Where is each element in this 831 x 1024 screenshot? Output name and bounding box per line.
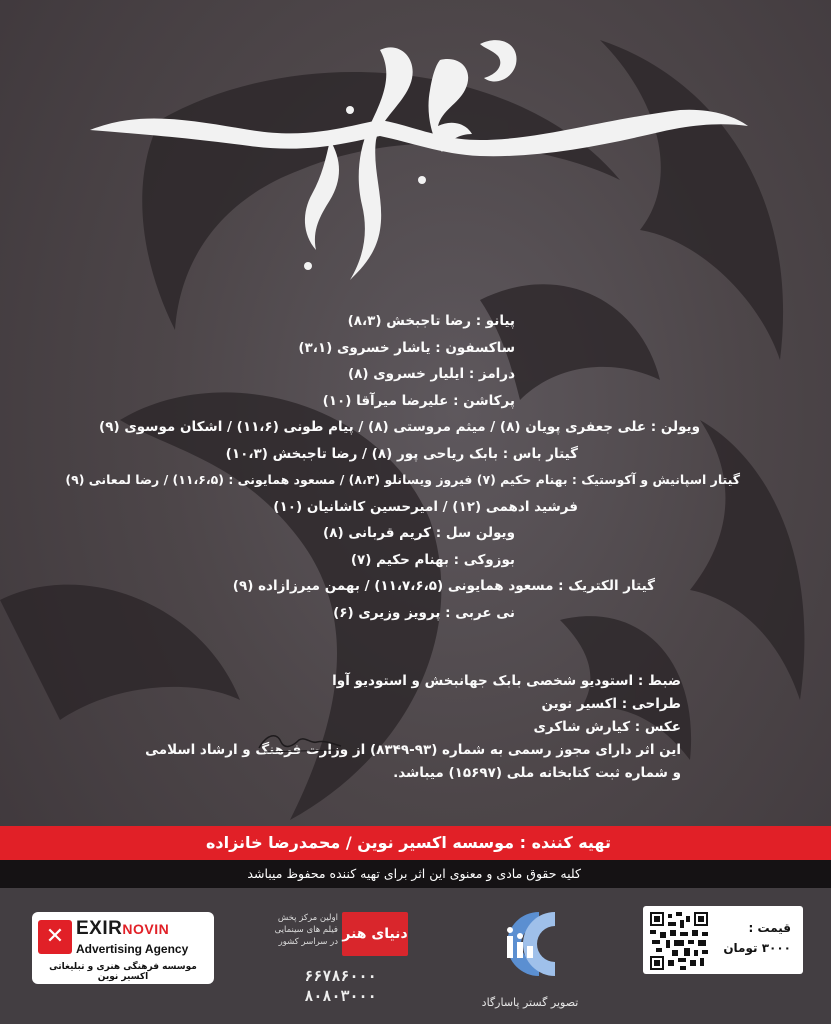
credit-line: درامز : ایلیار خسروی (۸) [347, 366, 515, 382]
agency-persian-name: موسسه فرهنگی هنری و تبلیغاتی اکسیر نوین [49, 962, 197, 982]
producer-text: تهیه کننده : موسسه اکسیر نوین / محمدرضا خانزاده [205, 833, 611, 852]
rights-bar [0, 860, 831, 888]
agency-brand [76, 918, 169, 940]
publisher-name: تصویر گستر پاسارگاد [481, 996, 579, 1009]
credit-line: گیتار باس : بابک ریاحی پور (۸) / رضا تاجبخش (۱۰،۳) [225, 445, 578, 462]
agency-brand-suffix: NOVIN [122, 921, 170, 937]
exir-x-icon: ✕ [38, 920, 72, 954]
credit-line: ویولن سل : کریم قربانی (۸) [323, 525, 515, 541]
photo-credit: عکس : کیارش شاکری [533, 719, 681, 735]
qr-code-icon [650, 912, 708, 970]
signature [255, 728, 345, 756]
distributor-tagline-line: فیلم های سینمایی [274, 925, 338, 935]
distributor-phones [268, 966, 413, 1006]
calligraphy-logo [80, 30, 760, 290]
agency-subtitle: Advertising Agency [76, 942, 189, 956]
license-line: این اثر دارای مجوز رسمی به شماره (۹۳-۸۳۴۹) از وزارت فرهنگ و ارشاد اسلامی [145, 742, 681, 758]
price-value: ۳۰۰۰ تومان [723, 941, 791, 955]
phone-number: ۶۶۷۸۶۰۰۰ [304, 967, 377, 985]
distributor-badge: دنیای هنر [342, 912, 408, 956]
musician-credits [40, 308, 740, 626]
credit-line: ساکسفون : یاشار خسروی (۳،۱) [298, 339, 515, 356]
price-text [723, 918, 791, 958]
distributor-block [260, 908, 420, 1008]
credit-line: بوزوکی : بهنام حکیم (۷) [350, 551, 515, 568]
credit-line: ویولن : علی جعفری پویان (۸) / میثم مروستی (۸) / پیام طونی (۱۱،۶) / اشکان موسوی (۹) [99, 419, 700, 435]
credit-line: گیتار اسپانیش و آکوستیک : بهنام حکیم (۷) فیروز ویسانلو (۸،۳) / مسعود همایونی : (۱۱،۶،۵) / رضا لمعانی (۹) [65, 472, 740, 487]
recording-credit: ضبط : استودیو شخصی بابک جهانبخش و استودیو آوا [332, 673, 681, 689]
credit-line: پیانو : رضا تاجبخش (۸،۳) [347, 313, 515, 329]
credit-line: پرکاشن : علیرضا میرآقا (۱۰) [322, 392, 515, 409]
pasargad-logo-icon [455, 906, 605, 994]
credit-line: گیتار الکتریک : مسعود همایونی (۱۱،۷،۶،۵) / بهمن میرزازاده (۹) [232, 578, 655, 594]
rights-text: کلیه حقوق مادی و معنوی این اثر برای تهیه کننده محفوظ میباشد [247, 866, 581, 881]
price-box [643, 906, 803, 974]
agency-brand-name: EXIR [76, 918, 123, 939]
publisher-logo [455, 906, 605, 1009]
footer [0, 888, 831, 1024]
agency-logo [32, 912, 214, 984]
distributor-tagline [275, 912, 338, 948]
distributor-tagline-line: در سراسر کشور [278, 937, 338, 947]
producer-bar [0, 826, 831, 860]
registration-line: و شماره ثبت کتابخانه ملی (۱۵۶۹۷) میباشد. [393, 765, 681, 781]
design-credit: طراحی : اکسیر نوین [541, 696, 681, 712]
phone-number: ۸۰۸۰۳۰۰۰ [304, 987, 377, 1005]
distributor-tagline-line: اولین مرکز پخش [277, 913, 338, 923]
credit-line: نی عربی : پرویز وزیری (۶) [333, 604, 515, 621]
credit-line: فرشید ادهمی (۱۲) / امیرحسین کاشانیان (۱۰) [273, 498, 578, 515]
price-label: قیمت : [748, 921, 791, 935]
